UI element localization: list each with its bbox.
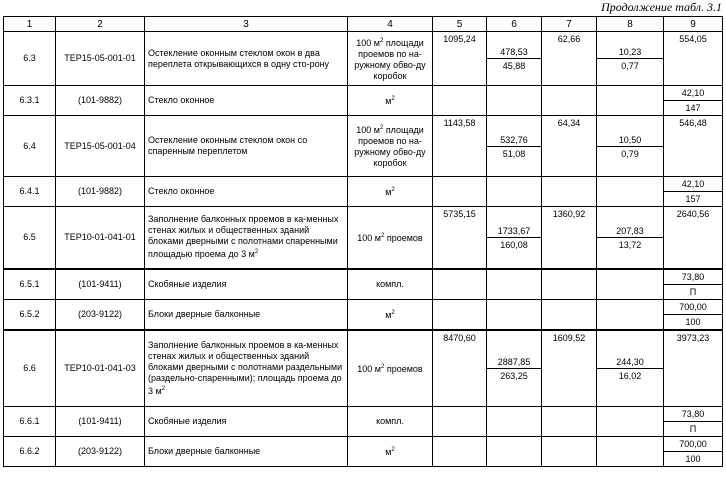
resource-code: (101-9882)	[56, 86, 145, 116]
unit: 100 $м^2$ проемов	[348, 207, 433, 269]
resource-name: Блоки дверные балконные	[145, 436, 348, 466]
cost-table	[3, 16, 723, 467]
header-cell-3: 3	[145, 17, 348, 32]
row-number: 6.6.2	[4, 436, 56, 466]
resource-code: (101-9882)	[56, 177, 145, 207]
unit: $м^2$	[348, 299, 433, 330]
wage-cell: 2887,85 263,25	[487, 330, 542, 406]
header-cell-2: 2	[56, 17, 145, 32]
resource-code: (203-9122)	[56, 299, 145, 330]
resource-name: Блоки дверные балконные	[145, 299, 348, 330]
rate-code: ТЕР15-05-001-04	[56, 116, 145, 177]
table-row	[4, 436, 723, 466]
labor-cell: 244,30 16,02	[597, 330, 664, 406]
price-cell: 700,00 100	[664, 436, 723, 466]
row-number: 6.4.1	[4, 177, 56, 207]
price-cell: 42,10 157	[664, 177, 723, 207]
row-number: 6.5.1	[4, 269, 56, 300]
unit: 100 $м^2$ площади проемов по на-ружному обво-ду коробок	[348, 116, 433, 177]
table-row	[4, 330, 723, 406]
wage-cell: 478,53 45,88	[487, 32, 542, 86]
material-cost: 546,48	[664, 116, 723, 177]
header-cell-1: 1	[4, 17, 56, 32]
machine-cost: 1360,92	[542, 207, 597, 269]
unit: компл.	[348, 406, 433, 436]
table-row	[4, 32, 723, 86]
price-cell: 700,00 100	[664, 299, 723, 330]
work-name: Заполнение балконных проемов в ка-менных стенах жилых и общественных зданий блоками дверными с полотнами раздельными (раздельно-спаренными); площадь проема до 3 $м^2$	[145, 330, 348, 406]
table-row	[4, 299, 723, 330]
machine-cost: 1609,52	[542, 330, 597, 406]
unit: 100 $м^2$ проемов	[348, 330, 433, 406]
labor-cell: 10,23 0,77	[597, 32, 664, 86]
resource-name: Скобяные изделия	[145, 406, 348, 436]
price-cell: 73,80 П	[664, 269, 723, 300]
unit: 100 $м^2$ площади проемов по на-ружному обво-ду коробок	[348, 32, 433, 86]
row-number: 6.6	[4, 330, 56, 406]
header-cell-8: 8	[597, 17, 664, 32]
unit: $м^2$	[348, 177, 433, 207]
header-cell-6: 6	[487, 17, 542, 32]
table-caption: Продолжение табл. 3.1	[601, 0, 722, 14]
unit: $м^2$	[348, 436, 433, 466]
row-number: 6.6.1	[4, 406, 56, 436]
table-row	[4, 86, 723, 116]
header-cell-5: 5	[433, 17, 487, 32]
row-number: 6.4	[4, 116, 56, 177]
table-row	[4, 269, 723, 300]
labor-cell: 10,50 0,79	[597, 116, 664, 177]
table-row	[4, 116, 723, 177]
resource-code: (203-9122)	[56, 436, 145, 466]
total-cost: 5735,15	[433, 207, 487, 269]
resource-code: (101-9411)	[56, 269, 145, 300]
wage-cell: 532,76 51,08	[487, 116, 542, 177]
price-cell: 42,10 147	[664, 86, 723, 116]
header-cell-7: 7	[542, 17, 597, 32]
unit: $м^2$	[348, 86, 433, 116]
row-number: 6.5	[4, 207, 56, 269]
machine-cost: 62,66	[542, 32, 597, 86]
row-number: 6.3	[4, 32, 56, 86]
rate-code: ТЕР10-01-041-01	[56, 207, 145, 269]
labor-cell: 207,83 13,72	[597, 207, 664, 269]
rate-code: ТЕР10-01-041-03	[56, 330, 145, 406]
row-number: 6.5.2	[4, 299, 56, 330]
work-name: Заполнение балконных проемов в ка-менных стенах жилых и общественных зданий блоками дверными с полотнами спаренными площадью проема до 3 $м^2$	[145, 207, 348, 269]
work-name: Остекление оконным стеклом окон со спаренным переплетом	[145, 116, 348, 177]
work-name: Остекление оконным стеклом окон в два переплета открывающихся в одну сто-рону	[145, 32, 348, 86]
total-cost: 1095,24	[433, 32, 487, 86]
row-number: 6.3.1	[4, 86, 56, 116]
header-row	[4, 17, 723, 32]
material-cost: 3973,23	[664, 330, 723, 406]
machine-cost: 64,34	[542, 116, 597, 177]
total-cost: 8470,60	[433, 330, 487, 406]
rate-code: ТЕР15-05-001-01	[56, 32, 145, 86]
material-cost: 2640,56	[664, 207, 723, 269]
table-row	[4, 177, 723, 207]
resource-name: Скобяные изделия	[145, 269, 348, 300]
material-cost: 554,05	[664, 32, 723, 86]
resource-name: Стекло оконное	[145, 86, 348, 116]
table-row	[4, 406, 723, 436]
table-row	[4, 207, 723, 269]
header-cell-4: 4	[348, 17, 433, 32]
resource-code: (101-9411)	[56, 406, 145, 436]
resource-name: Стекло оконное	[145, 177, 348, 207]
unit: компл.	[348, 269, 433, 300]
total-cost: 1143,58	[433, 116, 487, 177]
wage-cell: 1733,67 160,08	[487, 207, 542, 269]
price-cell: 73,80 П	[664, 406, 723, 436]
header-cell-9: 9	[664, 17, 723, 32]
